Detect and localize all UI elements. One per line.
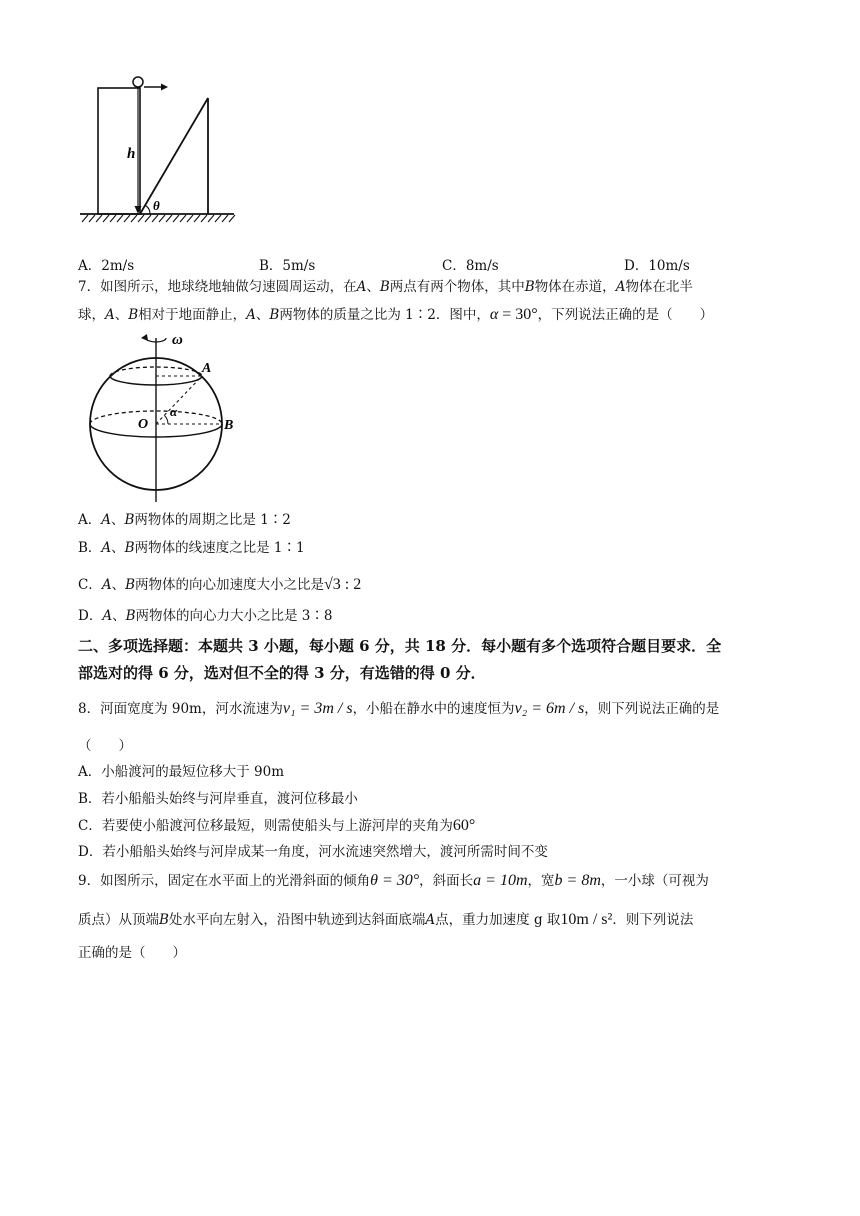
earth-figure [84,330,244,502]
q7-stem-line2: 球，A、B相对于地面静止，A、B两物体的质量之比为 1∶2．图中，α = 30°，下列说法正确的是（ ） [78,306,714,323]
q8-option-b: B．若小船船头始终与河岸垂直，渡河位移最小 [78,791,358,807]
q8-option-c: C．若要使小船渡河位移最短，则需使船头与上游河岸的夹角为60° [78,817,476,834]
q6-option-a: A．2m/s [78,258,135,274]
q8-stem-line1: 8．河面宽度为 90m，河水流速为v₁ = 3m / s，小船在静水中的速度恒为v₂ = 6m / s，则下列说法正确的是 [78,700,720,717]
q8-stem-line2: （ ） [78,738,132,754]
q9-stem-line3: 正确的是（ ） [78,945,186,961]
label-a: A [202,361,212,376]
section2-heading-line2: 部选对的得 6 分，选对但不全的得 3 分，有选错的得 0 分． [78,664,486,682]
q7-option-a: A．A、B两物体的周期之比是 1∶2 [78,512,291,528]
label-alpha: α [170,404,178,419]
label-h: h [127,146,136,162]
q7-option-b: B．A、B两物体的线速度之比是 1∶1 [78,540,305,556]
q6-option-d: D．10m/s [624,258,690,274]
q9-stem-line2: 质点）从顶端B处水平向左射入，沿图中轨迹到达斜面底端A点，重力加速度 g 取10m / s²．则下列说法 [78,911,694,928]
q7-option-c: C．A、B两物体的向心加速度大小之比是√3 : 2 [78,576,362,593]
q8-option-d: D．若小船船头始终与河岸成某一角度，河水流速突然增大，渡河所需时间不变 [78,844,548,860]
q6-option-c: C．8m/s [442,258,499,274]
q8-option-a: A．小船渡河的最短位移大于 90m [78,764,285,780]
label-o: O [138,417,149,432]
projectile-figure [78,74,238,224]
section2-heading-line1: 二、多项选择题：本题共 3 小题，每小题 6 分，共 18 分．每小题有多个选项符合题目要求．全 [78,637,722,655]
q9-stem-line1: 9．如图所示，固定在水平面上的光滑斜面的倾角θ = 30°，斜面长a = 10m，宽b = 8m，一小球（可视为 [78,872,709,889]
q6-option-b: B．5m/s [259,258,316,274]
label-b: B [224,418,234,433]
label-omega: ω [172,332,183,348]
q7-option-d: D．A、B两物体的向心力大小之比是 3∶8 [78,608,333,624]
label-theta: θ [153,198,160,213]
q7-stem-line1: 7．如图所示，地球绕地轴做匀速圆周运动，在A、B两点有两个物体，其中B物体在赤道，A物体在北半 [78,279,693,295]
